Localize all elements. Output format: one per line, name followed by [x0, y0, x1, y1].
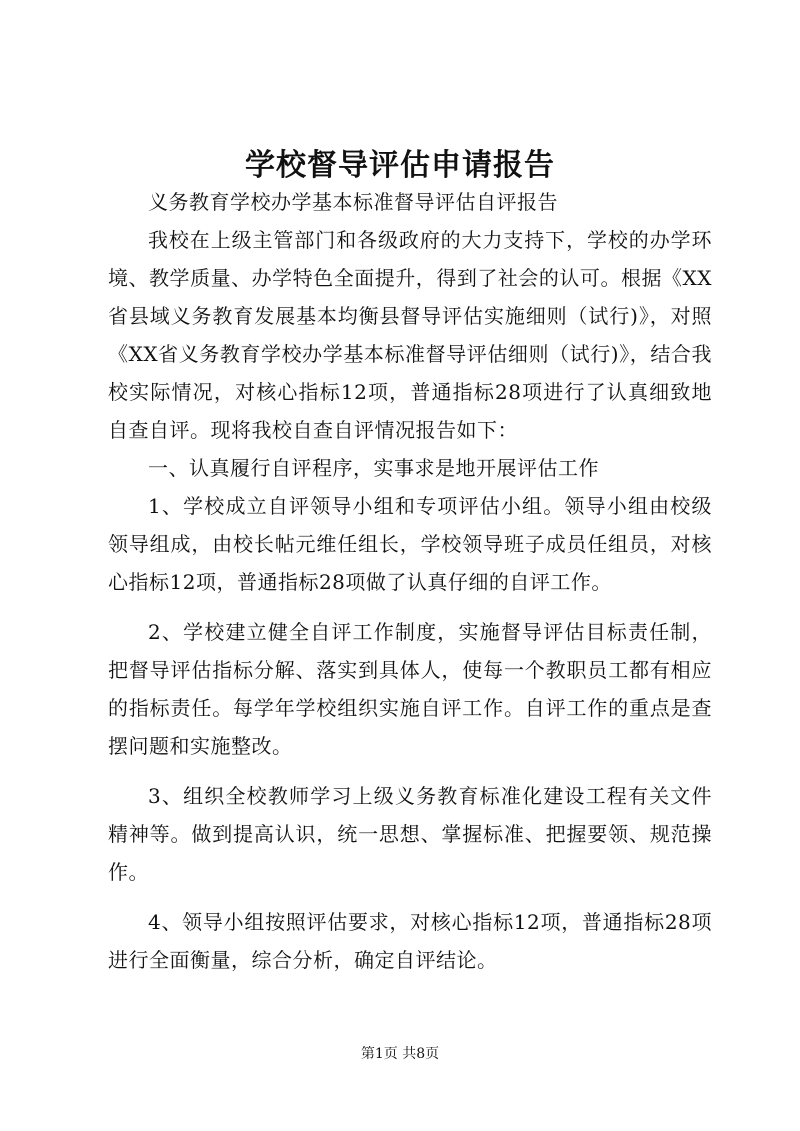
subtitle-paragraph: 义务教育学校办学基本标准督导评估自评报告	[148, 190, 558, 214]
item-paragraph-1: 1、学校成立自评领导小组和专项评估小组。领导小组由校级领导组成，由校长帖元维任组长，学校领导班子成员任组员，对核心指标12项，普通指标28项做了认真仔细的自评工作。	[108, 494, 712, 594]
section-heading: 一、认真履行自评程序，实事求是地开展评估工作	[148, 456, 599, 480]
document-title: 学校督导评估申请报告	[245, 148, 555, 183]
document-body	[108, 183, 712, 979]
intro-paragraph: 我校在上级主管部门和各级政府的大力支持下，学校的办学环境、教学质量、办学特色全面提升，得到了社会的认可。根据《XX省县域义务教育发展基本均衡县督导评估实施细则（试行)》，对照《XX省义务教育学校办学基本标准督导评估细则（试行)》，结合我校实际情况，对核心指标12项，普通指标28项进行了认真细致地自查自评。现将我校自查自评情况报告如下：	[108, 228, 712, 442]
item-paragraph-3: 3、组织全校教师学习上级义务教育标准化建设工程有关文件精神等。做到提高认识，统一思想、掌握标准、把握要领、规范操作。	[108, 784, 712, 884]
page-footer: 第1页 共8页	[360, 1046, 440, 1062]
item-paragraph-2: 2、学校建立健全自评工作制度，实施督导评估目标责任制，把督导评估指标分解、落实到具体人，使每一个教职员工都有相应的指标责任。每学年学校组织实施自评工作。自评工作的重点是查摆问题和实施整改。	[108, 620, 712, 758]
item-paragraph-4: 4、领导小组按照评估要求，对核心指标12项，普通指标28项进行全面衡量，综合分析，确定自评结论。	[108, 910, 712, 972]
